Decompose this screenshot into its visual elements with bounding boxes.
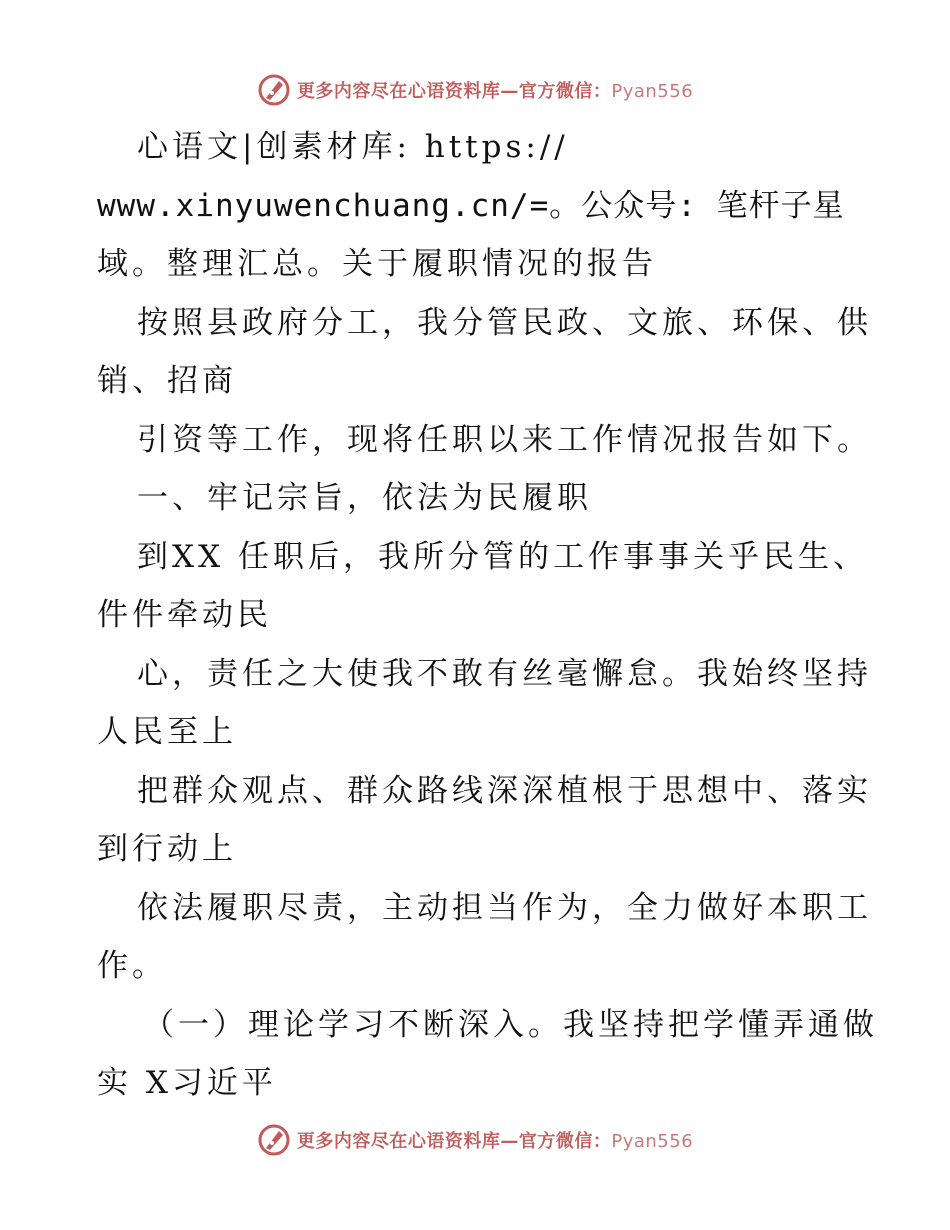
text-line: 实 X习近平 — [97, 1065, 277, 1101]
document-body — [97, 118, 878, 1113]
pen-nib-logo-icon — [257, 73, 291, 107]
section-heading: 一、牢记宗旨，依法为民履职 — [137, 480, 592, 516]
text-line: 引资等工作，现将任职以来工作情况报告如下。 — [137, 421, 872, 458]
text-line: 心，责任之大使我不敢有丝毫懈怠。我始终坚持 — [137, 655, 872, 692]
text-line: 人民至上 — [97, 714, 237, 750]
header-wechat-id: Pyan556 — [611, 81, 694, 102]
text-line: 销、招商 — [97, 363, 237, 399]
header-banner-text: 更多内容尽在心语资料库—官方微信：Pyan556 — [296, 81, 694, 102]
text-line: 依法履职尽责，主动担当作为，全力做好本职工 — [137, 889, 872, 926]
text-line: 到XX 任职后，我所分管的工作事事关乎民生、 — [137, 538, 868, 575]
text-line: www.xinyuwenchuang.cn/=。公众号: 笔杆子星 — [97, 187, 845, 224]
text-line: 到行动上 — [97, 831, 237, 867]
header-banner — [0, 70, 950, 110]
footer-wechat-id: Pyan556 — [611, 1131, 694, 1152]
subsection-heading: （一）理论学习不断深入。我坚持把学懂弄通做 — [143, 1006, 878, 1043]
text-line: 把群众观点、群众路线深深植根于思想中、落实 — [137, 772, 872, 809]
text-line: 心语文|创素材库: https:// — [137, 129, 569, 165]
footer-banner-text: 更多内容尽在心语资料库—官方微信：Pyan556 — [296, 1131, 694, 1152]
text-line: 件件牵动民 — [97, 597, 272, 633]
footer-banner — [0, 1120, 950, 1160]
text-line: 域。整理汇总。关于履职情况的报告 — [97, 246, 657, 282]
text-line: 作。 — [97, 948, 167, 984]
text-line: 按照县政府分工，我分管民政、文旅、环保、供 — [137, 304, 872, 341]
pen-nib-logo-icon — [257, 1123, 291, 1157]
